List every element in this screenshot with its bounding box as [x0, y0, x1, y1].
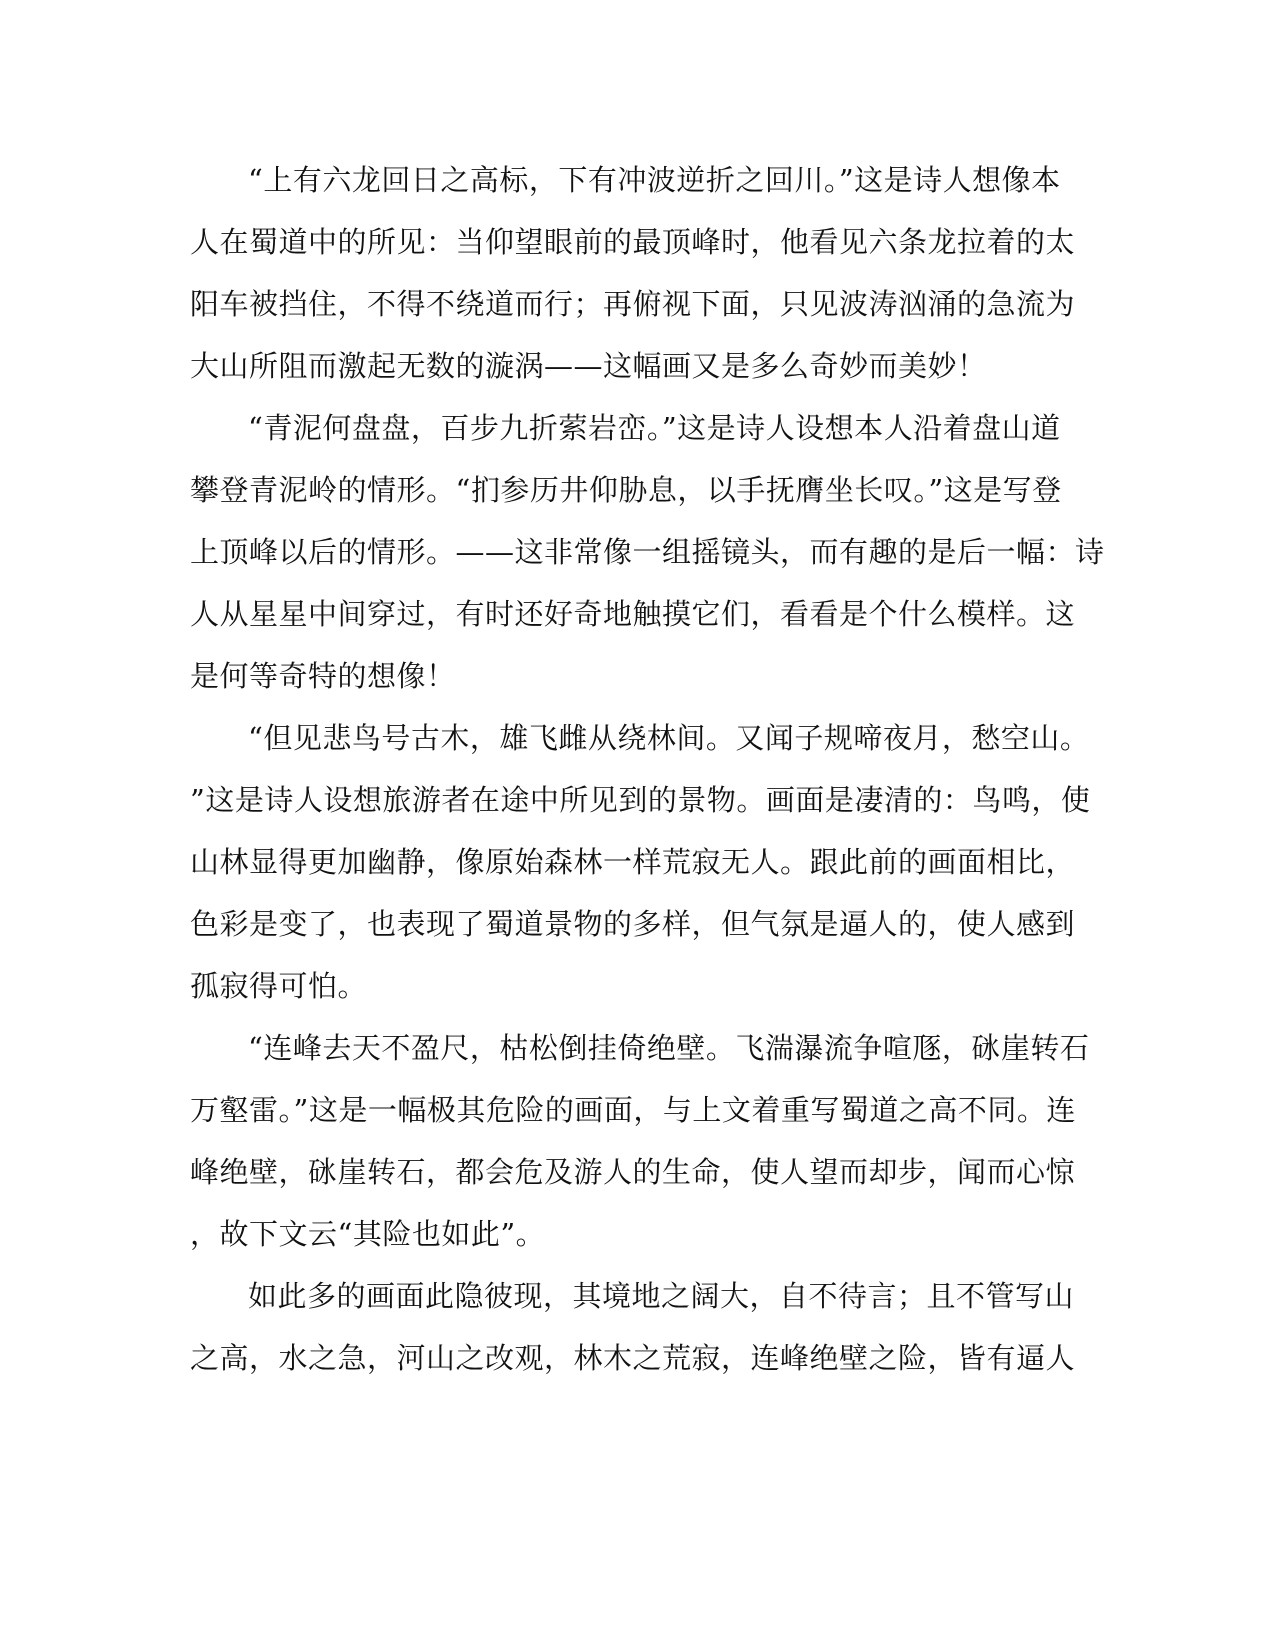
text-line: 人从星星中间穿过，有时还好奇地触摸它们，看看是个什么模样。这: [190, 597, 1076, 631]
text-line: 上顶峰以后的情形。——这非常像一组摇镜头，而有趣的是后一幅：诗: [190, 535, 1105, 569]
text-line: 攀登青泥岭的情形。“扪参历井仰胁息，以手抚膺坐长叹。”这是写登: [190, 473, 1062, 507]
text-line: 人在蜀道中的所见：当仰望眼前的最顶峰时，他看见六条龙拉着的太: [190, 225, 1076, 259]
text-line: “上有六龙回日之高标，下有冲波逆折之回川。”这是诗人想像本: [248, 163, 1061, 197]
text-line: 色彩是变了，也表现了蜀道景物的多样，但气氛是逼人的，使人感到: [190, 907, 1076, 941]
text-line: 之高，水之急，河山之改观，林木之荒寂，连峰绝壁之险，皆有逼人: [190, 1341, 1076, 1375]
text-line: ”这是诗人设想旅游者在途中所见到的景物。画面是凄清的：鸟鸣，使: [190, 783, 1091, 817]
text-line: 孤寂得可怕。: [190, 969, 368, 1003]
text-line: “但见悲鸟号古木，雄飞雌从绕林间。又闻子规啼夜月，愁空山。: [248, 721, 1090, 755]
text-line: 山林显得更加幽静，像原始森林一样荒寂无人。跟此前的画面相比，: [190, 845, 1076, 879]
text-line: “青泥何盘盘，百步九折萦岩峦。”这是诗人设想本人沿着盘山道: [248, 411, 1061, 445]
text-line: 峰绝壁，砯崖转石，都会危及游人的生命，使人望而却步，闻而心惊: [190, 1155, 1076, 1189]
text-line: ，故下文云“其险也如此”。: [190, 1217, 546, 1251]
text-line: 万壑雷。”这是一幅极其危险的画面，与上文着重写蜀道之高不同。连: [190, 1093, 1076, 1127]
text-line: 阳车被挡住，不得不绕道而行；再俯视下面，只见波涛汹涌的急流为: [190, 287, 1076, 321]
text-line: 大山所阻而激起无数的漩涡——这幅画又是多么奇妙而美妙！: [190, 349, 987, 383]
text-line: 如此多的画面此隐彼现，其境地之阔大，自不待言；且不管写山: [248, 1279, 1075, 1313]
text-line: 是何等奇特的想像！: [190, 659, 456, 693]
text-line: “连峰去天不盈尺，枯松倒挂倚绝壁。飞湍瀑流争喧豗，砯崖转石: [248, 1031, 1090, 1065]
